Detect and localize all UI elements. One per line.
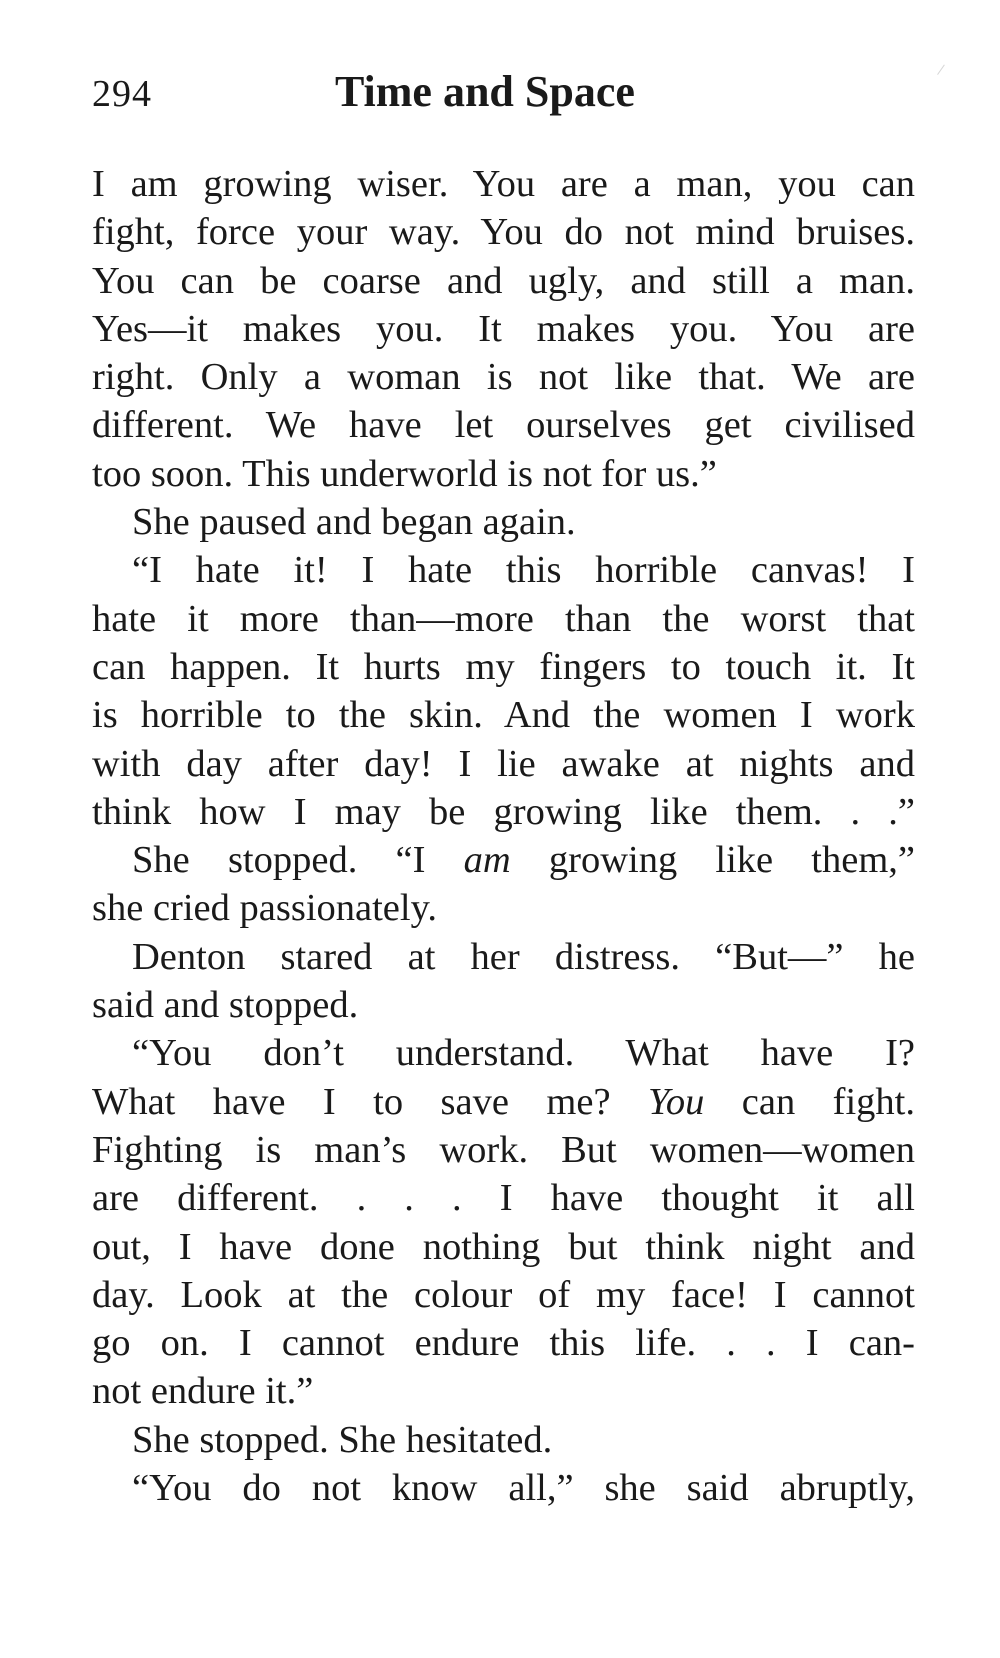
- text-line: [92, 353, 915, 401]
- text-segment: She stopped. “I: [132, 839, 464, 882]
- text-segment: is horrible to the skin. And the women I work: [92, 694, 915, 737]
- text-line: [92, 1271, 915, 1319]
- text-segment: “You don’t understand. What have I?: [132, 1032, 915, 1075]
- text-line: [92, 836, 915, 884]
- text-segment: not endure it.”: [92, 1370, 314, 1413]
- text-segment: Yes—it makes you. It makes you. You are: [92, 307, 915, 350]
- text-segment: Fighting is man’s work. But women—women: [92, 1128, 915, 1171]
- text-segment: different. We have let ourselves get civilised: [92, 404, 915, 447]
- text-segment: She stopped. She hesitated.: [132, 1418, 553, 1461]
- text-line: [92, 208, 915, 256]
- text-segment: You can be coarse and ugly, and still a man.: [92, 259, 915, 302]
- text-line: [92, 788, 915, 836]
- text-segment: What have I to save me?: [92, 1080, 648, 1123]
- text-segment: “You do not know all,” she said abruptly,: [132, 1467, 915, 1510]
- text-segment: She paused and began again.: [132, 501, 576, 544]
- text-segment: can happen. It hurts my fingers to touch it. It: [92, 645, 915, 688]
- text-segment: day. Look at the colour of my face! I cannot: [92, 1273, 915, 1316]
- text-line: [92, 884, 915, 932]
- italic-text: You: [647, 1080, 705, 1123]
- text-line: [92, 1223, 915, 1271]
- text-line: [92, 498, 915, 546]
- text-line: [92, 1464, 915, 1512]
- text-line: [92, 595, 915, 643]
- text-segment: said and stopped.: [92, 984, 359, 1027]
- text-line: [92, 450, 915, 498]
- text-segment: think how I may be growing like them. . .”: [92, 790, 915, 833]
- text-segment: fight, force your way. You do not mind bruises.: [92, 211, 915, 254]
- page-number: 294: [92, 73, 152, 115]
- text-line: [92, 1367, 915, 1415]
- text-segment: out, I have done nothing but think night and: [92, 1225, 915, 1268]
- text-segment: she cried passionately.: [92, 887, 437, 930]
- italic-text: am: [463, 839, 511, 882]
- body-text: [92, 160, 915, 1512]
- text-line: [92, 1416, 915, 1464]
- text-segment: too soon. This underworld is not for us.”: [92, 452, 717, 495]
- text-line: [92, 981, 915, 1029]
- text-line: [92, 1319, 915, 1367]
- print-speck: [932, 61, 945, 75]
- text-line: [92, 1126, 915, 1174]
- text-line: [92, 401, 915, 449]
- text-segment: right. Only a woman is not like that. We are: [92, 356, 915, 399]
- text-line: [92, 933, 915, 981]
- text-segment: growing like them,”: [510, 839, 915, 882]
- running-title: Time and Space: [335, 67, 635, 116]
- text-segment: with day after day! I lie awake at nights and: [92, 742, 915, 785]
- text-line: [92, 691, 915, 739]
- text-line: [92, 257, 915, 305]
- page-header: [92, 62, 922, 132]
- text-line: [92, 546, 915, 594]
- text-segment: hate it more than—more than the worst that: [92, 597, 915, 640]
- text-segment: “I hate it! I hate this horrible canvas! I: [132, 549, 915, 592]
- text-line: [92, 1078, 915, 1126]
- text-line: [92, 740, 915, 788]
- text-segment: can fight.: [704, 1080, 915, 1123]
- text-line: [92, 1174, 915, 1222]
- text-line: [92, 643, 915, 691]
- text-segment: I am growing wiser. You are a man, you can: [92, 163, 915, 205]
- text-segment: go on. I cannot endure this life. . . I can-: [92, 1322, 915, 1365]
- text-line: [92, 1029, 915, 1077]
- text-line: [92, 160, 915, 208]
- text-segment: are different. . . . I have thought it all: [92, 1177, 915, 1220]
- text-line: [92, 305, 915, 353]
- text-segment: Denton stared at her distress. “But—” he: [132, 935, 915, 978]
